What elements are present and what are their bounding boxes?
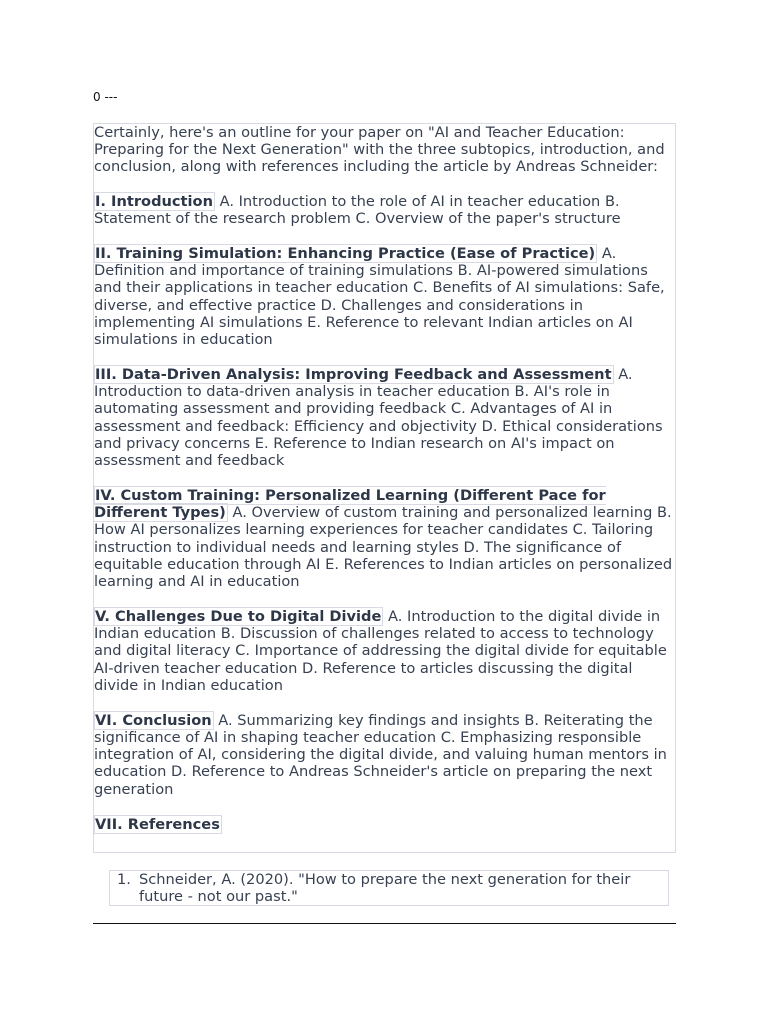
section-references (94, 816, 675, 833)
reference-text: Schneider, A. (2020). "How to prepare the next generation for their future - not our past." (139, 871, 631, 906)
section-body: A. Summarizing key findings and insights B. Reiterating the significance of AI in shaping teacher education C. Emphasizing responsible integration of AI, considering the digital divide, and valuing human mentors in education D. Reference to Andreas Schneider's article on preparing the next generation (94, 711, 667, 798)
section-heading: II. Training Simulation: Enhancing Practice (Ease of Practice) (95, 245, 596, 262)
section-body: A. Overview of custom training and personalized learning B. How AI personalizes learning experiences for teacher candidates C. Tailoring instruction to individual needs and learning styles D. The significance of equitable education through AI E. References to Indian articles on personalized learning and AI in education (94, 504, 673, 591)
section-conclusion (94, 712, 675, 798)
section-body: A. Introduction to data-driven analysis in teacher education B. AI's role in automating assessment and providing feedback C. Advantages of AI in assessment and feedback: Efficiency and objectivity D. Ethical considerations and privacy concerns E. Reference to Indian research on AI's impact on assessment and feedback (94, 366, 663, 470)
section-heading: IV. Custom Training: Personalized Learning (Different Pace for Different Types) (94, 487, 606, 522)
section-heading: V. Challenges Due to Digital Divide (95, 608, 382, 626)
section-heading: VI. Conclusion (95, 711, 212, 729)
section-training-simulation (94, 245, 675, 348)
section-body: A. Introduction to the role of AI in teacher education B. Statement of the research problem C. Overview of the paper's structure (94, 192, 621, 227)
section-body: A. Introduction to the digital divide in Indian education B. Discussion of challenges related to access to technology and digital literacy C. Importance of addressing the digital divide for equitable AI-driven teacher education D. Reference to articles discussing the digital divide in Indian education (94, 608, 667, 694)
reference-number: 1. (117, 871, 131, 888)
page-label: 0 --- (93, 90, 118, 104)
reference-list (109, 870, 669, 906)
answer-content (93, 123, 676, 853)
section-data-driven-analysis (94, 366, 675, 469)
list-item (110, 871, 668, 905)
section-heading: III. Data-Driven Analysis: Improving Feedback and Assessment (95, 366, 612, 384)
section-heading: VII. References (95, 815, 220, 833)
horizontal-divider (93, 923, 676, 924)
section-heading: I. Introduction (95, 192, 213, 210)
section-introduction (94, 193, 675, 227)
section-body: A. Definition and importance of training simulations B. AI-powered simulations and their applications in teacher education C. Benefits of AI simulations: Safe, diverse, and effective practice D. Challenges and considerations in implementing AI simulations E. Reference to relevant Indian articles on AI simulations in education (94, 245, 665, 349)
intro-paragraph: Certainly, here's an outline for your paper on "AI and Teacher Education: Preparing for the Next Generation" with the three subtopics, introduction, and conclusion, along with references including the article by Andreas Schneider: (94, 124, 665, 176)
section-custom-training (94, 487, 675, 590)
section-digital-divide (94, 608, 675, 694)
